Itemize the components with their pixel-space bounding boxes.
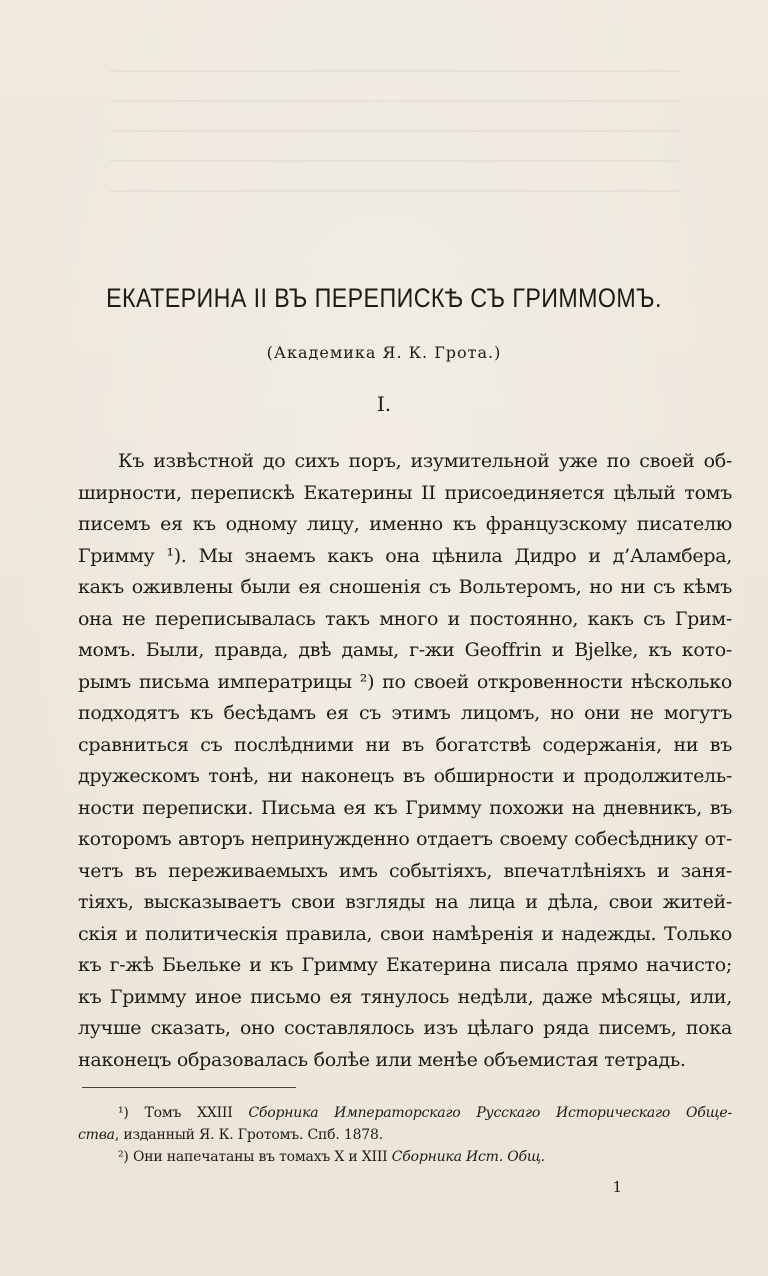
text-line: подходятъ къ бесѣдамъ ея съ этимъ лицомъ, но они не могутъ [78, 702, 732, 724]
text-line: момъ. Были, правда, двѣ дамы, г-жи Geoffrin и Bjelke, къ кото- [78, 639, 732, 661]
text-line: дружескомъ тонѣ, ни наконецъ въ обширности и продолжитель- [78, 765, 732, 787]
text-line: ширности, перепискѣ Екатерины II присоединяется цѣлый томъ [78, 481, 732, 504]
footnote-1-marker: ¹) [118, 1105, 129, 1121]
footnote-1-source: Сборника Императорскаго Русскаго Историческаго Обще- [248, 1105, 732, 1121]
text-line: какъ оживлены были ея сношенія съ Вольтеромъ, но ни съ кѣмъ [78, 576, 732, 598]
text-line: лучше сказать, оно составлялось изъ цѣлаго ряда писемъ, пока [78, 1017, 732, 1039]
footnote-2 [78, 1146, 732, 1168]
text-line: наконецъ образовалась болѣе или менѣе объемистая тетрадь. [78, 1048, 686, 1071]
text-line: писемъ ея къ одному лицу, именно къ французскому писателю [78, 513, 732, 535]
footnote-1-continuation [78, 1124, 732, 1146]
footnote-1-source-end: ства [78, 1127, 115, 1143]
text-line: къ г-жѣ Бьельке и къ Гримму Екатерина писала прямо начисто; [78, 954, 732, 976]
section-number: I. [376, 392, 392, 416]
chapter-title: ЕКАТЕРИНА II ВЪ ПЕРЕПИСКѢ СЪ ГРИММОМЪ. [106, 283, 662, 313]
text-line: сравниться съ послѣдними ни въ богатствѣ содержанія, ни въ [78, 733, 732, 756]
page-number: 1 [612, 1178, 622, 1196]
footnote-divider [82, 1087, 296, 1088]
text-line: тіяхъ, высказываетъ свои взгляды на лица и дѣла, свои житей- [78, 891, 732, 913]
text-line: ности переписки. Письма ея къ Гримму похожи на дневникъ, въ [78, 796, 732, 819]
text-line: она не переписывалась такъ много и постоянно, какъ съ Грим- [78, 607, 732, 630]
footnote-1-text: Томъ XXIII [128, 1105, 249, 1121]
text-line: рымъ письма императрицы ²) по своей откровенности нѣсколько [78, 670, 732, 693]
footnote-2-text: Они напечатаны въ томахъ X и XIII [128, 1149, 392, 1165]
footnotes [78, 1102, 732, 1168]
footnote-1-publisher: , изданный Я. К. Гротомъ. Спб. 1878. [114, 1127, 383, 1143]
bleed-through-text [110, 70, 680, 210]
footnote-2-marker: ²) [118, 1149, 129, 1165]
author-subtitle: (Академика Я. К. Грота.) [266, 343, 502, 362]
text-line: которомъ авторъ непринужденно отдаетъ своему собесѣднику от- [78, 828, 732, 850]
text-line: Гримму ¹). Мы знаемъ какъ она цѣнила Дидро и д’Аламбера, [78, 544, 732, 567]
text-line: четъ въ переживаемыхъ имъ событіяхъ, впечатлѣніяхъ и заня- [78, 859, 732, 882]
text-line: Къ извѣстной до сихъ поръ, изумительной уже по своей об- [118, 450, 732, 472]
body-text [78, 446, 732, 1076]
footnote-2-source: Сборника Ист. Общ. [391, 1149, 545, 1165]
text-line: скія и политическія правила, свои намѣренія и надежды. Только [78, 922, 732, 945]
footnote-1 [78, 1102, 732, 1124]
text-line: къ Гримму иное письмо ея тянулось недѣли, даже мѣсяцы, или, [78, 985, 732, 1008]
